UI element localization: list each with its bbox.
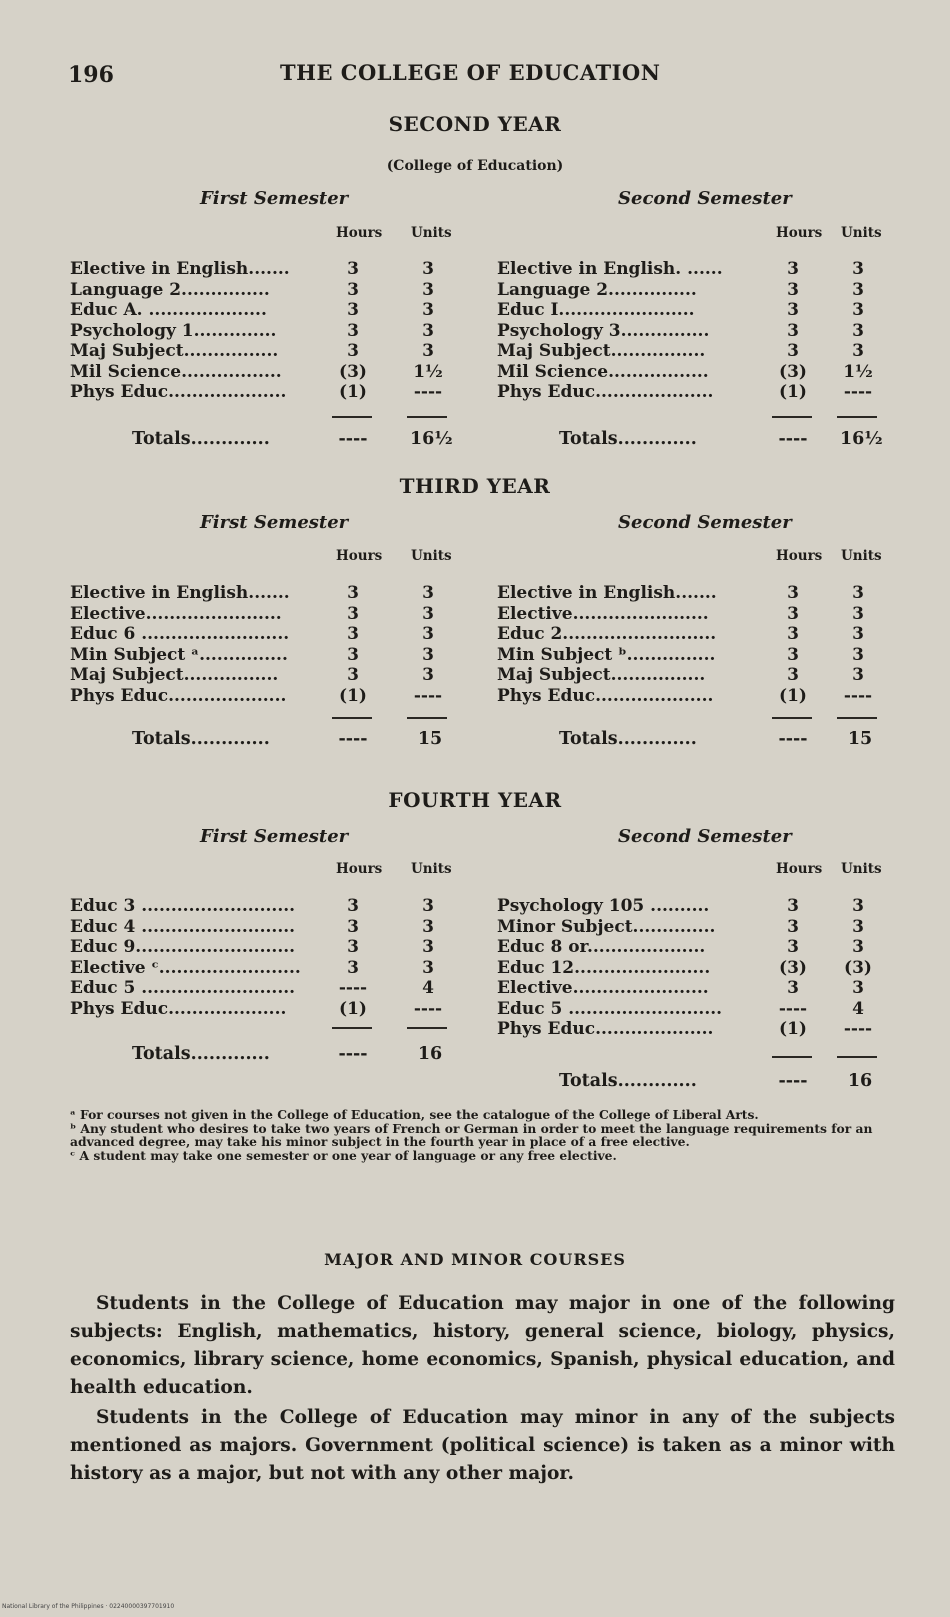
course-hours: 3 [347, 300, 359, 320]
course-hours: 3 [787, 644, 799, 665]
minors-text: Students in the College of Education may minor in any of the subjects mentioned as majors. Government (political science) is taken as a minor with history as a major, but not with any other major. [70, 1407, 895, 1484]
course-hours: 3 [347, 957, 359, 978]
course-hours: 3 [787, 320, 799, 341]
course-units: 3 [852, 896, 864, 916]
course-name: Psychology 105 .......... [497, 896, 710, 916]
course-name: Maj Subject................ [497, 341, 706, 361]
course-name: Min Subject ᵃ............... [70, 644, 288, 665]
totals-units: 16 [417, 1044, 443, 1064]
course-row [497, 300, 895, 321]
course-hours: (1) [339, 998, 367, 1019]
course-row [497, 958, 895, 979]
course-name: Phys Educ.................... [70, 685, 287, 706]
course-hours: 3 [347, 624, 359, 644]
totals-units: 15 [417, 729, 443, 749]
units-column-header: Units [841, 548, 882, 564]
course-name: Language 2............... [497, 279, 697, 300]
totals-hours: ---- [338, 729, 368, 749]
course-row [70, 978, 465, 999]
course-hours: (1) [779, 1019, 807, 1039]
course-units: 3 [852, 937, 864, 957]
total-rule [772, 416, 812, 418]
total-rule [332, 717, 372, 719]
course-row [497, 665, 895, 686]
course-name: Phys Educ.................... [70, 998, 287, 1019]
total-rule [407, 1027, 447, 1029]
totals-label: Totals............. [132, 729, 270, 749]
course-hours: (1) [779, 685, 807, 706]
course-name: Maj Subject................ [497, 665, 706, 685]
course-row [497, 999, 895, 1020]
course-units: 4 [852, 998, 864, 1019]
course-units: 3 [422, 259, 434, 279]
year-title: FOURTH YEAR [388, 788, 562, 812]
totals-units: 16½ [840, 429, 883, 449]
course-name: Educ 12....................... [497, 957, 711, 978]
units-column-header: Units [411, 225, 452, 241]
course-row [497, 362, 895, 383]
totals-label: Totals............. [559, 1071, 697, 1091]
total-rule [772, 1056, 812, 1058]
semester-label: First Semester [200, 826, 349, 847]
course-row [70, 624, 465, 645]
course-units: 3 [422, 957, 434, 978]
course-name: Psychology 3............... [497, 320, 710, 341]
semester-label: Second Semester [618, 826, 792, 847]
total-rule [407, 416, 447, 418]
course-units: 3 [422, 320, 434, 341]
course-hours: 3 [787, 978, 799, 998]
section-heading: MAJOR AND MINOR COURSES [324, 1250, 626, 1269]
course-units: 3 [852, 665, 864, 685]
course-name: Educ 2.......................... [497, 624, 717, 644]
course-hours: ---- [778, 998, 808, 1019]
course-row [497, 382, 895, 403]
course-row [70, 645, 465, 666]
footnote-c: ᶜ A student may take one semester or one year of language or any free elective. [70, 1147, 617, 1163]
course-row [70, 300, 465, 321]
units-column-header: Units [411, 861, 452, 877]
course-units: 3 [852, 978, 864, 998]
totals-row [559, 428, 895, 450]
totals-label: Totals............. [559, 429, 697, 449]
course-hours: 3 [787, 279, 799, 300]
course-name: Phys Educ.................... [497, 382, 714, 402]
course-hours: 3 [347, 937, 359, 957]
course-hours: 3 [787, 624, 799, 644]
total-rule [837, 717, 877, 719]
course-hours: 3 [347, 259, 359, 279]
course-units: 3 [852, 259, 864, 279]
total-rule [332, 416, 372, 418]
course-name: Minor Subject.............. [497, 916, 716, 937]
totals-hours: ---- [778, 1071, 808, 1091]
course-name: Maj Subject................ [70, 665, 279, 685]
course-name: Elective....................... [497, 603, 709, 624]
course-units: 3 [422, 603, 434, 624]
course-units: 3 [422, 583, 434, 603]
course-row [497, 978, 895, 999]
course-hours: 3 [347, 896, 359, 916]
course-name: Educ A. .................... [70, 300, 267, 320]
totals-row [132, 428, 465, 450]
course-units: ---- [843, 1019, 873, 1039]
course-name: Elective in English....... [497, 583, 717, 603]
totals-label: Totals............. [559, 729, 697, 749]
total-rule [837, 1056, 877, 1058]
course-hours: 3 [787, 916, 799, 937]
course-row [70, 665, 465, 686]
course-units: 3 [422, 279, 434, 300]
total-rule [837, 416, 877, 418]
totals-hours: ---- [778, 729, 808, 749]
page-number: 196 [68, 62, 114, 88]
course-name: Educ 4 .......................... [70, 916, 296, 937]
course-hours: 3 [787, 341, 799, 361]
year-title: SECOND YEAR [388, 112, 562, 136]
semester-label: Second Semester [618, 188, 792, 209]
course-hours: 3 [787, 665, 799, 685]
majors-text: Students in the College of Education may major in one of the following subjects: English, mathematics, history, general science, biology, physics, economics, library science, home economics, Spanish, physical education, and health education. [70, 1293, 895, 1398]
course-row [70, 917, 465, 938]
course-row [497, 259, 895, 280]
units-column-header: Units [411, 548, 452, 564]
course-row [70, 937, 465, 958]
course-hours: (1) [779, 382, 807, 402]
course-units: 3 [852, 300, 864, 320]
course-units: 3 [852, 583, 864, 603]
course-row [497, 583, 895, 604]
majors-paragraph [70, 1290, 895, 1402]
totals-label: Totals............. [132, 429, 270, 449]
course-row [497, 321, 895, 342]
hours-column-header: Hours [336, 861, 383, 877]
running-head: THE COLLEGE OF EDUCATION [280, 60, 661, 85]
course-units: 3 [422, 937, 434, 957]
course-units: 3 [852, 320, 864, 341]
course-hours: 3 [787, 896, 799, 916]
course-hours: 3 [347, 603, 359, 624]
totals-row [132, 728, 465, 750]
course-units: 3 [422, 341, 434, 361]
course-row [497, 624, 895, 645]
course-units: (3) [844, 957, 872, 978]
course-units: 3 [852, 624, 864, 644]
course-hours: 3 [347, 644, 359, 665]
course-units: ---- [843, 382, 873, 402]
course-units: ---- [413, 382, 443, 402]
course-hours: 3 [787, 259, 799, 279]
totals-hours: ---- [338, 429, 368, 449]
course-name: Educ 9........................... [70, 937, 296, 957]
course-row [70, 321, 465, 342]
course-hours: (1) [339, 685, 367, 706]
course-name: Elective....................... [497, 978, 709, 998]
hours-column-header: Hours [776, 861, 823, 877]
semester-label: First Semester [200, 512, 349, 533]
course-row [497, 917, 895, 938]
course-name: Educ 5 .......................... [70, 978, 296, 998]
course-units: 3 [852, 916, 864, 937]
course-units: 3 [422, 300, 434, 320]
total-rule [407, 717, 447, 719]
course-name: Language 2............... [70, 279, 270, 300]
course-name: Maj Subject................ [70, 341, 279, 361]
course-row [70, 583, 465, 604]
course-units: 3 [852, 644, 864, 665]
course-hours: ---- [338, 978, 368, 998]
course-row [497, 604, 895, 625]
course-hours: 3 [347, 665, 359, 685]
course-units: 3 [852, 279, 864, 300]
minors-paragraph [70, 1404, 895, 1488]
totals-row [559, 728, 895, 750]
course-hours: 3 [787, 603, 799, 624]
course-row [70, 280, 465, 301]
course-row [70, 362, 465, 383]
course-name: Elective ᶜ........................ [70, 957, 301, 978]
totals-label: Totals............. [132, 1044, 270, 1064]
course-row [70, 341, 465, 362]
totals-units: 16 [847, 1071, 873, 1091]
course-name: Mil Science................. [70, 361, 282, 382]
units-column-header: Units [841, 861, 882, 877]
course-row [497, 1019, 895, 1040]
course-hours: (1) [339, 382, 367, 402]
course-name: Elective....................... [70, 603, 282, 624]
course-name: Elective in English. ...... [497, 259, 723, 279]
library-stamp: National Library of the Philippines · 02240000397701910 [2, 1603, 175, 1610]
course-units: 3 [422, 644, 434, 665]
course-hours: 3 [347, 279, 359, 300]
course-hours: (3) [779, 361, 807, 382]
course-name: Mil Science................. [497, 361, 709, 382]
course-name: Educ I....................... [497, 300, 695, 320]
course-hours: 3 [787, 300, 799, 320]
course-units: 3 [852, 341, 864, 361]
course-row [497, 686, 895, 707]
course-units: 3 [422, 916, 434, 937]
course-name: Phys Educ.................... [497, 1019, 714, 1039]
course-hours: 3 [347, 916, 359, 937]
footnote-b: ᵇ Any student who desires to take two years of French or German in order to meet the language requirements for an advanced degree, may take his minor subject in the fourth year in place of a free elective. [70, 1120, 873, 1149]
totals-row [132, 1043, 465, 1065]
course-hours: (3) [339, 361, 367, 382]
total-rule [332, 1027, 372, 1029]
hours-column-header: Hours [336, 225, 383, 241]
totals-hours: ---- [338, 1044, 368, 1064]
hours-column-header: Hours [776, 548, 823, 564]
course-hours: 3 [787, 937, 799, 957]
total-rule [772, 717, 812, 719]
year-title: THIRD YEAR [399, 474, 551, 498]
course-units: 3 [422, 665, 434, 685]
course-row [70, 999, 465, 1020]
course-units: ---- [843, 685, 873, 706]
course-row [70, 896, 465, 917]
course-hours: 3 [347, 583, 359, 603]
course-name: Phys Educ.................... [497, 685, 714, 706]
course-name: Educ 3 .......................... [70, 896, 296, 916]
course-hours: (3) [779, 957, 807, 978]
course-row [497, 280, 895, 301]
course-row [497, 645, 895, 666]
course-name: Educ 5 .......................... [497, 998, 723, 1019]
course-row [497, 896, 895, 917]
semester-label: Second Semester [618, 512, 792, 533]
course-name: Psychology 1.............. [70, 320, 277, 341]
units-column-header: Units [841, 225, 882, 241]
course-name: Elective in English....... [70, 583, 290, 603]
course-row [497, 341, 895, 362]
course-row [70, 958, 465, 979]
course-row [70, 259, 465, 280]
course-name: Min Subject ᵇ............... [497, 644, 716, 665]
course-row [70, 686, 465, 707]
course-units: ---- [413, 998, 443, 1019]
hours-column-header: Hours [336, 548, 383, 564]
course-units: 1½ [843, 361, 873, 382]
course-hours: 3 [787, 583, 799, 603]
totals-hours: ---- [778, 429, 808, 449]
semester-label: First Semester [200, 188, 349, 209]
footnotes [70, 1108, 890, 1162]
course-row [70, 382, 465, 403]
course-units: 1½ [413, 361, 443, 382]
course-hours: 3 [347, 320, 359, 341]
course-name: Educ 6 ......................... [70, 624, 290, 644]
year-subtitle: (College of Education) [386, 158, 564, 174]
course-units: 3 [422, 624, 434, 644]
course-hours: 3 [347, 341, 359, 361]
footnote-a: ᵃ For courses not given in the College of Education, see the catalogue of the College of Liberal Arts. [70, 1107, 759, 1122]
course-units: ---- [413, 685, 443, 706]
hours-column-header: Hours [776, 225, 823, 241]
totals-row [559, 1070, 895, 1092]
course-name: Educ 8 or.................... [497, 937, 706, 957]
totals-units: 16½ [410, 429, 453, 449]
totals-units: 15 [847, 729, 873, 749]
course-name: Phys Educ.................... [70, 382, 287, 402]
course-row [70, 604, 465, 625]
course-units: 3 [422, 896, 434, 916]
course-row [497, 937, 895, 958]
course-units: 4 [422, 978, 434, 998]
course-units: 3 [852, 603, 864, 624]
course-name: Elective in English....... [70, 259, 290, 279]
